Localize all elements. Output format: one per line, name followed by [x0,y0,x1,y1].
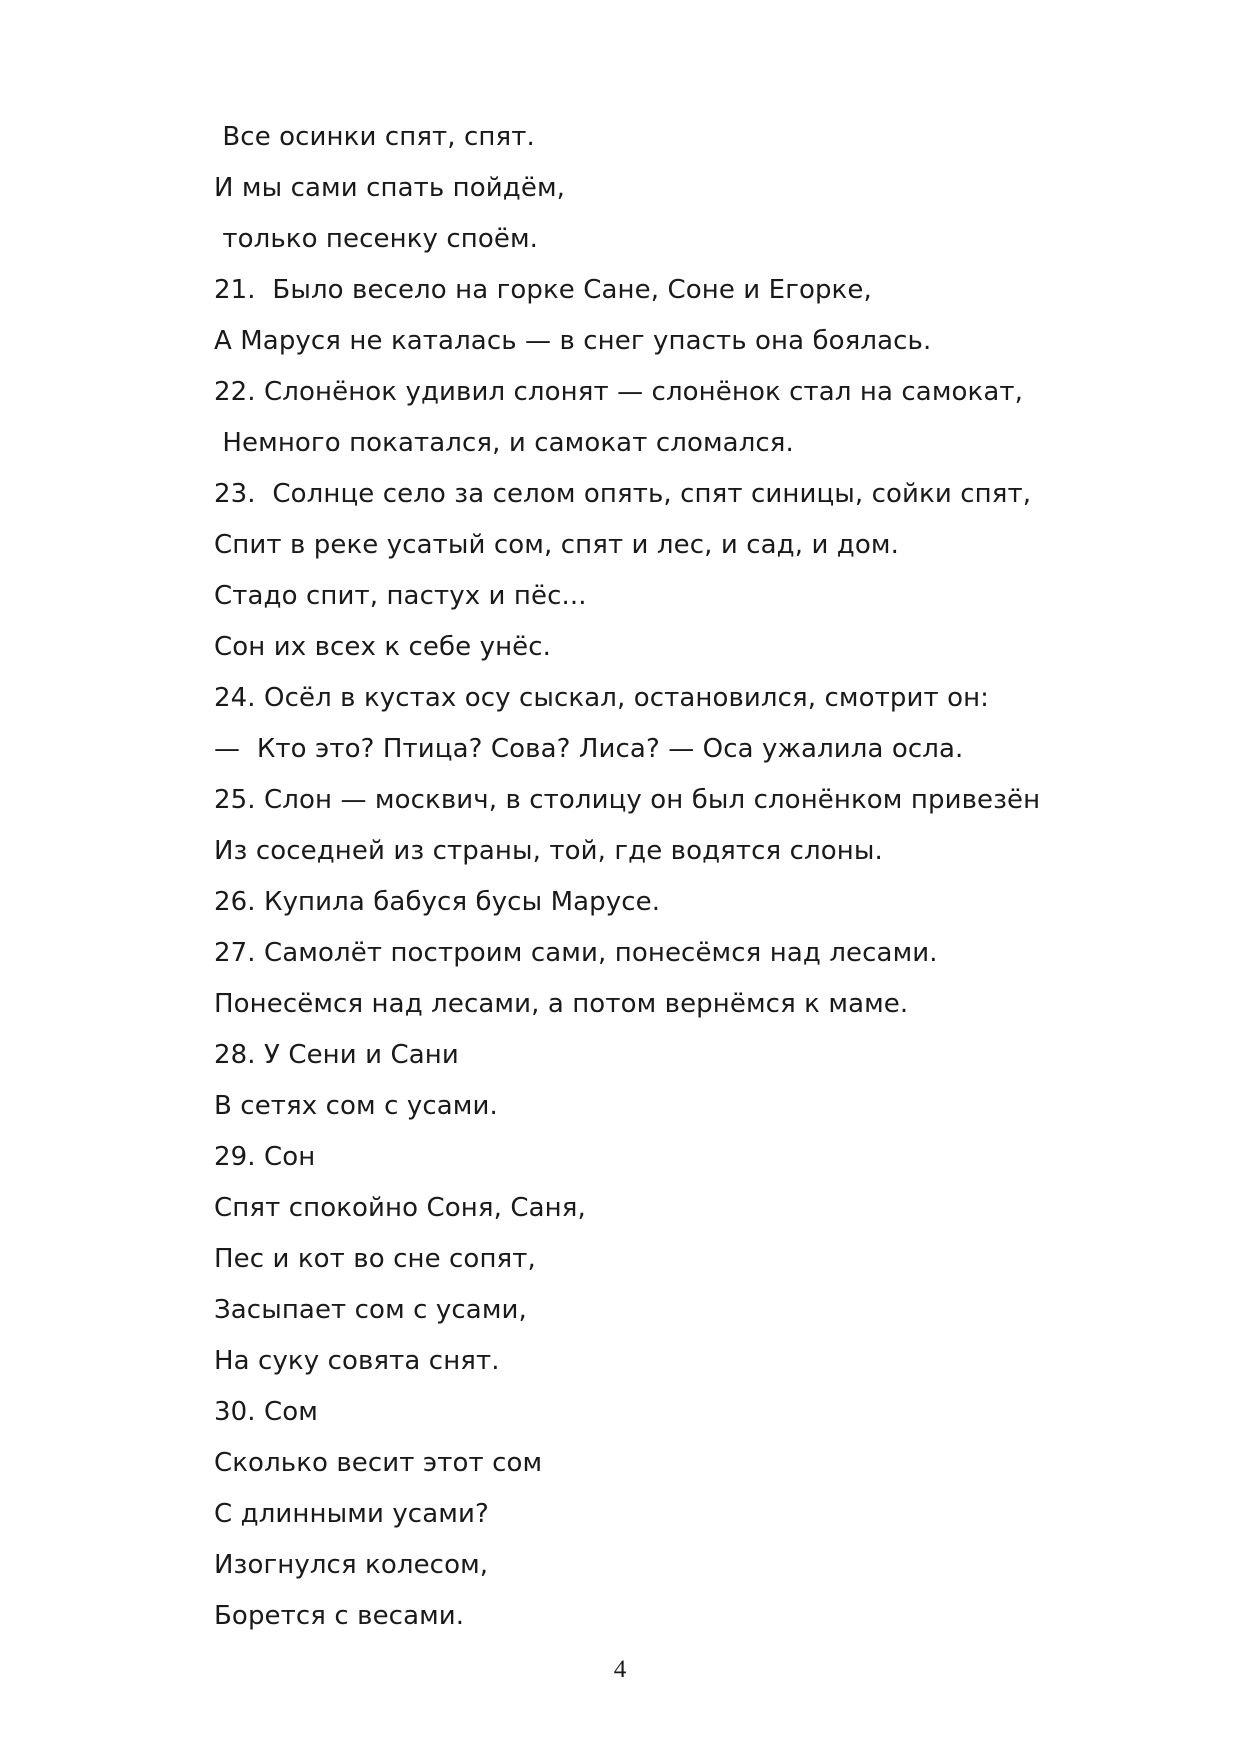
text-line: 26. Купила бабуся бусы Марусе. [214,887,661,917]
text-line: С длинными усами? [214,1499,489,1529]
text-line: 30. Сом [214,1397,318,1427]
text-line: На суку совята снят. [214,1346,500,1376]
text-line: И мы сами спать пойдём, [214,173,566,203]
text-line: Засыпает сом с усами, [214,1295,527,1325]
text-line: Стадо спит, пастух и пёс... [214,581,587,611]
text-body [214,112,1174,1642]
text-line: 28. У Сени и Сани [214,1040,459,1070]
text-line: 21. Было весело на горке Сане, Соне и Егорке, [214,275,872,305]
text-line: Борется с весами. [214,1601,465,1631]
text-line: 29. Сон [214,1142,316,1172]
text-line: только песенку споём. [214,224,539,254]
text-line: 23. Солнце село за селом опять, спят синицы, сойки спят, [214,479,1032,509]
text-line: 27. Самолёт построим сами, понесёмся над лесами. [214,938,938,968]
text-line: Спят спокойно Соня, Саня, [214,1193,586,1223]
text-line: В сетях сом с усами. [214,1091,498,1121]
text-line: Спит в реке усатый сом, спят и лес, и сад, и дом. [214,530,899,560]
text-line: Немного покатался, и самокат сломался. [214,428,794,458]
text-line: Пес и кот во сне сопят, [214,1244,536,1274]
text-line: 24. Осёл в кустах осу сыскал, остановился, смотрит он: [214,683,990,713]
text-line: Изогнулся колесом, [214,1550,489,1580]
text-line: — Кто это? Птица? Сова? Лиса? — Оса ужалила осла. [214,734,964,764]
text-line: Сон их всех к себе унёс. [214,632,552,662]
text-line: 25. Слон — москвич, в столицу он был слонёнком привезён [214,785,1041,815]
page-number: 4 [613,1656,627,1683]
text-line: Сколько весит этот сом [214,1448,543,1478]
text-line: Из соседней из страны, той, где водятся слоны. [214,836,883,866]
text-line: А Маруся не каталась — в снег упасть она боялась. [214,326,932,356]
text-line: 22. Слонёнок удивил слонят — слонёнок стал на самокат, [214,377,1024,407]
text-line: Понесёмся над лесами, а потом вернёмся к маме. [214,989,909,1019]
text-line: Все осинки спят, спят. [214,122,535,152]
